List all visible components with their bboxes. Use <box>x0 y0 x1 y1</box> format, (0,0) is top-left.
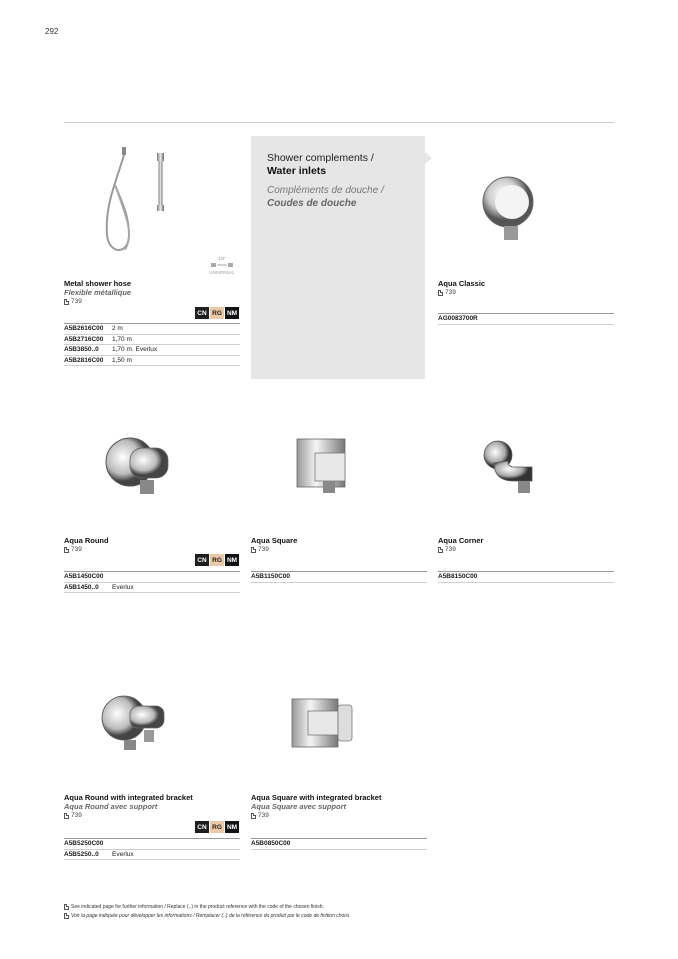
table-row: A5B5250..0 Everlux <box>64 849 240 860</box>
hose-code-table <box>64 323 240 366</box>
round-bracket-code-table <box>64 838 240 860</box>
square-bracket-name: Aqua Square with integrated bracket <box>251 793 382 802</box>
page-ref-icon <box>64 813 69 819</box>
aqua-round-image <box>102 432 174 500</box>
square-page-ref[interactable]: 739 <box>251 546 269 553</box>
finish-cn-badge: CN <box>195 554 209 566</box>
aqua-square-bracket-image <box>288 695 360 753</box>
banner-arrow <box>425 152 432 164</box>
top-divider <box>64 122 614 123</box>
hose-name: Metal shower hose <box>64 279 132 288</box>
table-row: A5B8150C00 <box>438 571 614 582</box>
corner-code-table <box>438 571 614 583</box>
table-row: A5B2816C00 1,50 m <box>64 355 240 366</box>
footnote-fr: Voir la page indiquée pour développer les informations / Remplacer (..) de la référence du produit par le code de finition choisi. <box>64 913 350 919</box>
section-title-en-2: Water inlets <box>267 165 327 177</box>
classic-code-table <box>438 313 614 325</box>
round-bracket-page-ref[interactable]: 739 <box>64 812 82 819</box>
round-name: Aqua Round <box>64 536 109 545</box>
square-bracket-page-ref[interactable]: 739 <box>251 812 269 819</box>
hose-finishes <box>195 307 239 319</box>
square-code-table <box>251 571 427 583</box>
section-title-en-1: Shower complements / <box>267 152 374 164</box>
universal-size: 1/2" <box>218 256 226 261</box>
page-ref-icon <box>64 547 69 553</box>
round-finishes <box>195 554 239 566</box>
finish-nm-badge: NM <box>225 307 239 319</box>
round-bracket-finishes <box>195 821 239 833</box>
page-ref-icon <box>251 813 256 819</box>
table-row: A5B2616C00 2 m <box>64 323 240 334</box>
table-row: A5B1450..0 Everlux <box>64 582 240 593</box>
corner-page-ref[interactable]: 739 <box>438 546 456 553</box>
finish-nm-badge: NM <box>225 554 239 566</box>
aqua-square-image <box>293 435 353 497</box>
table-row: A5B2716C00 1,70 m <box>64 334 240 345</box>
aqua-classic-image <box>478 172 538 247</box>
hose-page-ref[interactable]: 739 <box>64 298 82 305</box>
corner-name: Aqua Corner <box>438 536 484 545</box>
aqua-corner-image <box>480 435 540 497</box>
table-row: A5B3850..0 1,70 m. Everlux <box>64 344 240 355</box>
round-bracket-name: Aqua Round with integrated bracket <box>64 793 193 802</box>
square-bracket-name-fr: Aqua Square avec support <box>251 802 347 811</box>
section-title-fr-1: Compléments de douche / <box>267 185 384 196</box>
section-title-fr-2: Coudes de douche <box>267 198 357 209</box>
footnote-en: See indicated page for further information / Replace (..) in the product reference with the code of the chosen finish. <box>64 904 324 910</box>
finish-nm-badge: NM <box>225 821 239 833</box>
universal-connector-icon <box>209 261 235 269</box>
aqua-round-bracket-image <box>100 692 172 754</box>
finish-cn-badge: CN <box>195 821 209 833</box>
square-bracket-code-table <box>251 838 427 850</box>
table-row: A5B1450C00 <box>64 571 240 582</box>
section-banner <box>251 136 425 379</box>
table-row: A5B0850C00 <box>251 838 427 849</box>
round-bracket-name-fr: Aqua Round avec support <box>64 802 158 811</box>
table-row: A5B5250C00 <box>64 838 240 849</box>
page-ref-icon <box>438 547 443 553</box>
universal-badge <box>207 256 237 275</box>
square-name: Aqua Square <box>251 536 298 545</box>
round-code-table <box>64 571 240 593</box>
hose-name-fr: Flexible métallique <box>64 288 132 297</box>
page-ref-icon <box>64 913 69 919</box>
page-number: 292 <box>45 27 59 36</box>
classic-name: Aqua Classic <box>438 279 486 288</box>
table-row: A5B1150C00 <box>251 571 427 582</box>
page-ref-icon <box>251 547 256 553</box>
classic-page-ref[interactable]: 739 <box>438 289 456 296</box>
page-ref-icon <box>64 904 69 910</box>
table-row: AG0083700R <box>438 313 614 324</box>
universal-label: UNIVERSAL <box>209 270 235 275</box>
round-page-ref[interactable]: 739 <box>64 546 82 553</box>
finish-cn-badge: CN <box>195 307 209 319</box>
page-ref-icon <box>64 299 69 305</box>
page-ref-icon <box>438 290 443 296</box>
finish-rg-badge: RG <box>210 821 224 833</box>
shower-hose-image <box>95 145 175 265</box>
finish-rg-badge: RG <box>210 307 224 319</box>
finish-rg-badge: RG <box>210 554 224 566</box>
